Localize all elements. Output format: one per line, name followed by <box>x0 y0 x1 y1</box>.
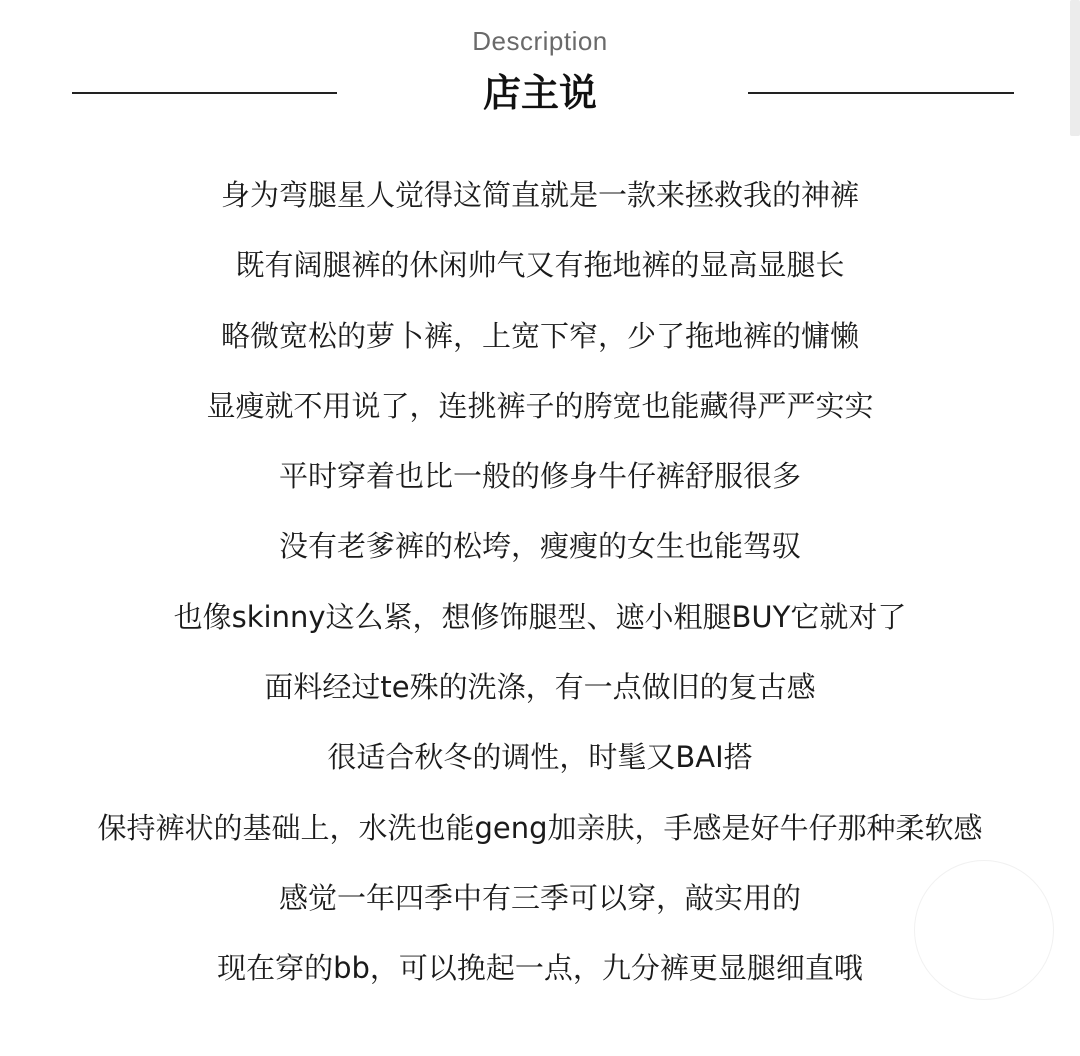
faint-circle-decoration <box>914 860 1054 1000</box>
description-line: 也像skinny这么紧，想修饰腿型、遮小粗腿BUY它就对了 <box>173 599 907 634</box>
description-line: 略微宽松的萝卜裤，上宽下窄，少了拖地裤的慵懒 <box>220 318 859 353</box>
description-line: 感觉一年四季中有三季可以穿，敲实用的 <box>278 880 801 915</box>
description-line: 显瘦就不用说了，连挑裤子的胯宽也能藏得严严实实 <box>206 388 874 423</box>
description-line: 很适合秋冬的调性，时髦又BAI搭 <box>327 740 753 775</box>
description-line: 保持裤状的基础上，水洗也能geng加亲肤，手感是好牛仔那种柔软感 <box>97 810 983 845</box>
section-header <box>0 0 1080 130</box>
scrollbar-thumb[interactable] <box>1070 0 1080 136</box>
section-title: 店主说 <box>482 71 597 115</box>
description-line: 没有老爹裤的松垮，瘦瘦的女生也能驾驭 <box>278 529 801 564</box>
description-line: 面料经过te殊的洗涤，有一点做旧的复古感 <box>264 670 816 705</box>
description-text <box>0 160 1080 1004</box>
right-divider <box>748 92 1014 94</box>
section-subtitle: Description <box>472 26 608 56</box>
description-line: 既有阔腿裤的休闲帅气又有拖地裤的显高显腿长 <box>235 248 845 283</box>
scrollbar[interactable] <box>1070 0 1080 1056</box>
description-line: 现在穿的bb，可以挽起一点，九分裤更显腿细直哦 <box>217 951 863 986</box>
description-line: 平时穿着也比一般的修身牛仔裤舒服很多 <box>278 459 801 494</box>
description-line: 身为弯腿星人觉得这简直就是一款来拯救我的神裤 <box>220 178 859 212</box>
